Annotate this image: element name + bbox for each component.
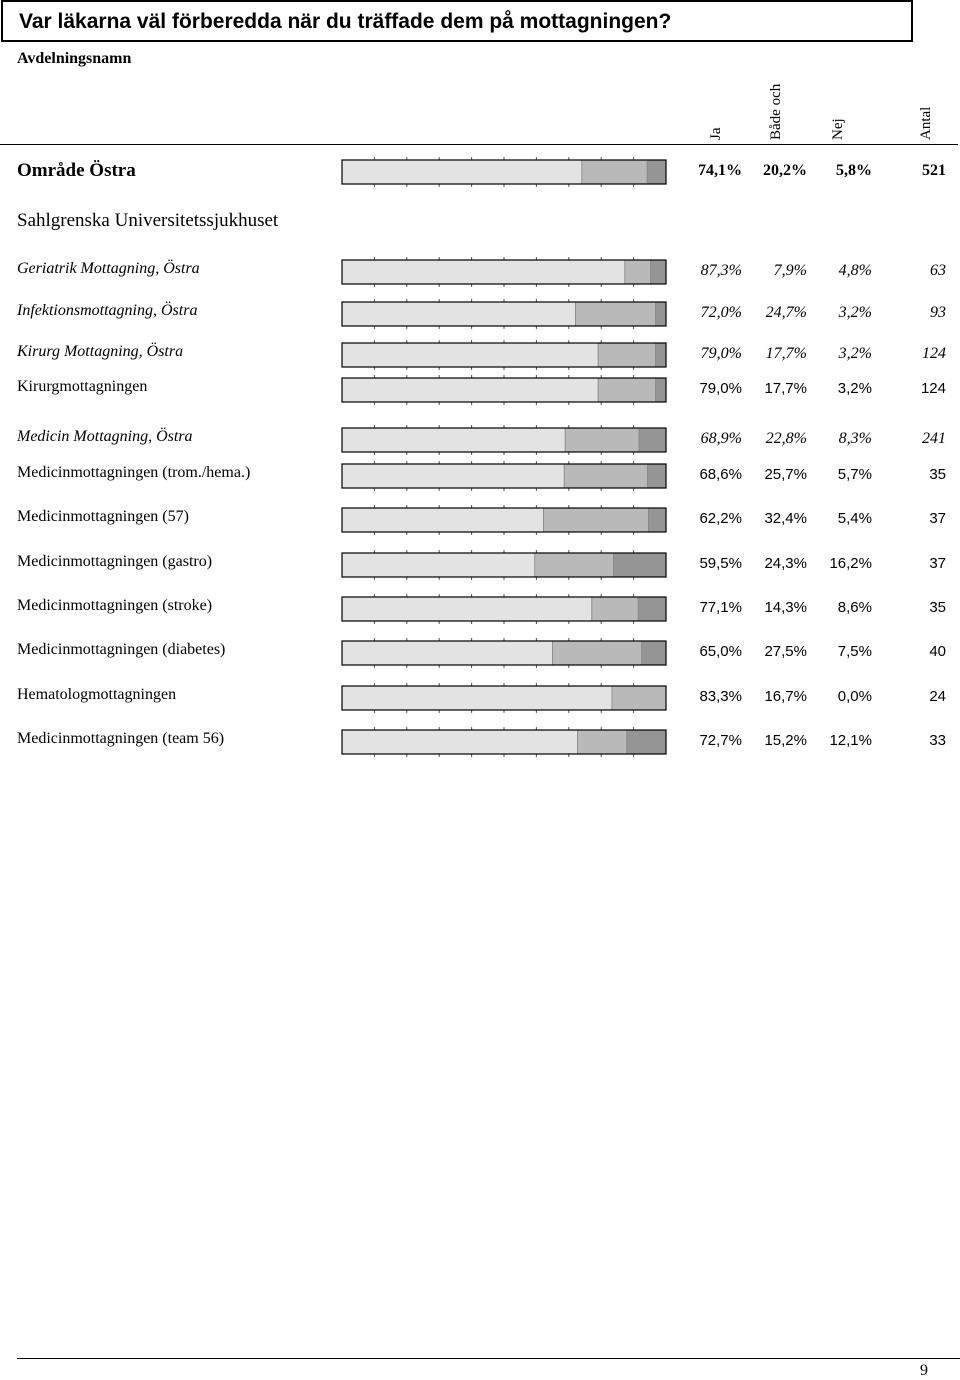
- value-nej: 7,5%: [837, 643, 872, 660]
- bar-segment-ja: [342, 160, 582, 184]
- value-nej: 8,6%: [837, 599, 872, 616]
- row-label: Medicinmottagningen (team 56): [17, 730, 225, 747]
- value-bade: 7,9%: [773, 262, 807, 279]
- value-bade: 20,2%: [763, 162, 807, 179]
- value-bade: 22,8%: [765, 430, 807, 447]
- row-label: Hematologmottagningen: [17, 686, 177, 703]
- row-label: Medicin Mottagning, Östra: [17, 428, 193, 445]
- value-bade: 24,3%: [764, 555, 807, 572]
- value-nej: 8,3%: [838, 430, 872, 447]
- bar-group: [342, 683, 666, 713]
- bar-segment-bade-och: [598, 378, 655, 402]
- bar-segment-nej: [614, 553, 666, 577]
- row-label: Kirurgmottagningen: [17, 378, 148, 395]
- value-ja: 74,1%: [698, 162, 742, 179]
- bar-segment-nej: [656, 343, 666, 367]
- value-bade: 27,5%: [764, 643, 807, 660]
- footer-divider: [17, 1358, 960, 1359]
- value-antal: 24: [929, 688, 946, 705]
- value-ja: 68,9%: [700, 430, 742, 447]
- row-label: Område Östra: [17, 160, 136, 181]
- row-label: Medicinmottagningen (gastro): [17, 553, 213, 570]
- bar-segment-ja: [342, 686, 612, 710]
- row-label: Medicinmottagningen (57): [17, 508, 189, 525]
- bar-group: [342, 257, 666, 287]
- row-label: Geriatrik Mottagning, Östra: [17, 260, 200, 277]
- value-antal: 521: [922, 162, 946, 179]
- value-ja: 65,0%: [699, 643, 742, 660]
- value-antal: 33: [929, 732, 946, 749]
- bar-segment-nej: [656, 302, 666, 326]
- value-ja: 72,7%: [699, 732, 742, 749]
- value-ja: 62,2%: [699, 510, 742, 527]
- bar-segment-bade-och: [564, 464, 647, 488]
- row-label: Medicinmottagningen (trom./hema.): [17, 464, 251, 481]
- bar-group: [342, 425, 666, 455]
- bar-segment-ja: [342, 343, 598, 367]
- column-header-nej: Nej: [830, 118, 846, 140]
- bar-segment-ja: [342, 464, 564, 488]
- value-ja: 68,6%: [699, 466, 742, 483]
- bar-segment-nej: [648, 464, 666, 488]
- bar-segment-bade-och: [553, 641, 642, 665]
- value-antal: 40: [929, 643, 946, 660]
- bar-segment-nej: [649, 508, 666, 532]
- row-label: Medicinmottagningen (stroke): [17, 597, 213, 614]
- bar-segment-ja: [342, 641, 553, 665]
- value-antal: 63: [930, 262, 946, 279]
- value-nej: 3,2%: [838, 304, 872, 321]
- value-ja: 79,0%: [700, 345, 742, 362]
- bar-group: [342, 594, 666, 624]
- bar-segment-ja: [342, 302, 576, 326]
- value-antal: 35: [929, 466, 946, 483]
- value-bade: 32,4%: [764, 510, 807, 527]
- column-header-antal: Antal: [918, 106, 934, 140]
- bar-segment-ja: [342, 730, 578, 754]
- value-bade: 16,7%: [764, 688, 807, 705]
- value-bade: 25,7%: [764, 466, 807, 483]
- bar-segment-ja: [342, 378, 598, 402]
- row-label: Infektionsmottagning, Östra: [17, 302, 198, 319]
- bar-group: [342, 375, 666, 405]
- bar-segment-bade-och: [535, 553, 614, 577]
- column-header-ja: Ja: [708, 127, 724, 140]
- value-ja: 59,5%: [699, 555, 742, 572]
- value-ja: 77,1%: [699, 599, 742, 616]
- bar-segment-nej: [642, 641, 666, 665]
- bar-group: [342, 461, 666, 491]
- bar-group: [342, 157, 666, 187]
- bar-group: [342, 638, 666, 668]
- bar-segment-bade-och: [598, 343, 655, 367]
- row-label: Kirurg Mottagning, Östra: [17, 343, 184, 360]
- value-bade: 14,3%: [764, 599, 807, 616]
- value-ja: 83,3%: [699, 688, 742, 705]
- value-antal: 93: [930, 304, 946, 321]
- value-nej: 4,8%: [838, 262, 872, 279]
- bar-group: [342, 727, 666, 757]
- bar-segment-ja: [342, 508, 544, 532]
- column-header-bade-och: Både och: [768, 83, 784, 140]
- bar-segment-nej: [638, 597, 666, 621]
- value-nej: 5,4%: [837, 510, 872, 527]
- bar-segment-ja: [342, 260, 625, 284]
- bar-group: [342, 550, 666, 580]
- page-number: 9: [920, 1362, 928, 1379]
- value-antal: 35: [929, 599, 946, 616]
- bar-segment-bade-och: [578, 730, 627, 754]
- bar-segment-bade-och: [625, 260, 651, 284]
- value-antal: 241: [922, 430, 946, 447]
- value-nej: 0,0%: [837, 688, 872, 705]
- value-bade: 17,7%: [764, 380, 807, 397]
- value-nej: 5,7%: [837, 466, 872, 483]
- bar-segment-ja: [342, 428, 565, 452]
- bar-segment-bade-och: [592, 597, 638, 621]
- value-antal: 37: [929, 510, 946, 527]
- value-bade: 17,7%: [765, 345, 807, 362]
- value-bade: 24,7%: [765, 304, 807, 321]
- bar-segment-nej: [639, 428, 666, 452]
- bar-segment-bade-och: [576, 302, 656, 326]
- bar-group: [342, 299, 666, 329]
- bar-segment-ja: [342, 553, 535, 577]
- bar-segment-bade-och: [565, 428, 639, 452]
- bar-group: [342, 340, 666, 370]
- value-bade: 15,2%: [764, 732, 807, 749]
- value-antal: 124: [920, 380, 946, 397]
- bar-segment-nej: [647, 160, 666, 184]
- value-nej: 3,2%: [837, 380, 872, 397]
- value-nej: 3,2%: [838, 345, 872, 362]
- value-antal: 37: [929, 555, 946, 572]
- value-antal: 124: [922, 345, 946, 362]
- value-ja: 72,0%: [700, 304, 742, 321]
- bar-segment-nej: [627, 730, 666, 754]
- bar-segment-nej: [650, 260, 666, 284]
- bar-segment-bade-och: [612, 686, 666, 710]
- question-title: Var läkarna väl förberedda när du träffade dem på mottagningen?: [1, 0, 913, 42]
- row-label: Medicinmottagningen (diabetes): [17, 641, 226, 658]
- value-nej: 5,8%: [836, 162, 872, 179]
- value-ja: 79,0%: [699, 380, 742, 397]
- department-label: Avdelningsnamn: [17, 50, 132, 67]
- bar-group: [342, 505, 666, 535]
- bar-segment-bade-och: [582, 160, 647, 184]
- bar-segment-bade-och: [544, 508, 649, 532]
- bar-segment-nej: [656, 378, 666, 402]
- section-heading: Sahlgrenska Universitetssjukhuset: [17, 210, 279, 231]
- value-nej: 12,1%: [829, 732, 872, 749]
- value-nej: 16,2%: [829, 555, 872, 572]
- value-ja: 87,3%: [700, 262, 742, 279]
- bar-segment-ja: [342, 597, 592, 621]
